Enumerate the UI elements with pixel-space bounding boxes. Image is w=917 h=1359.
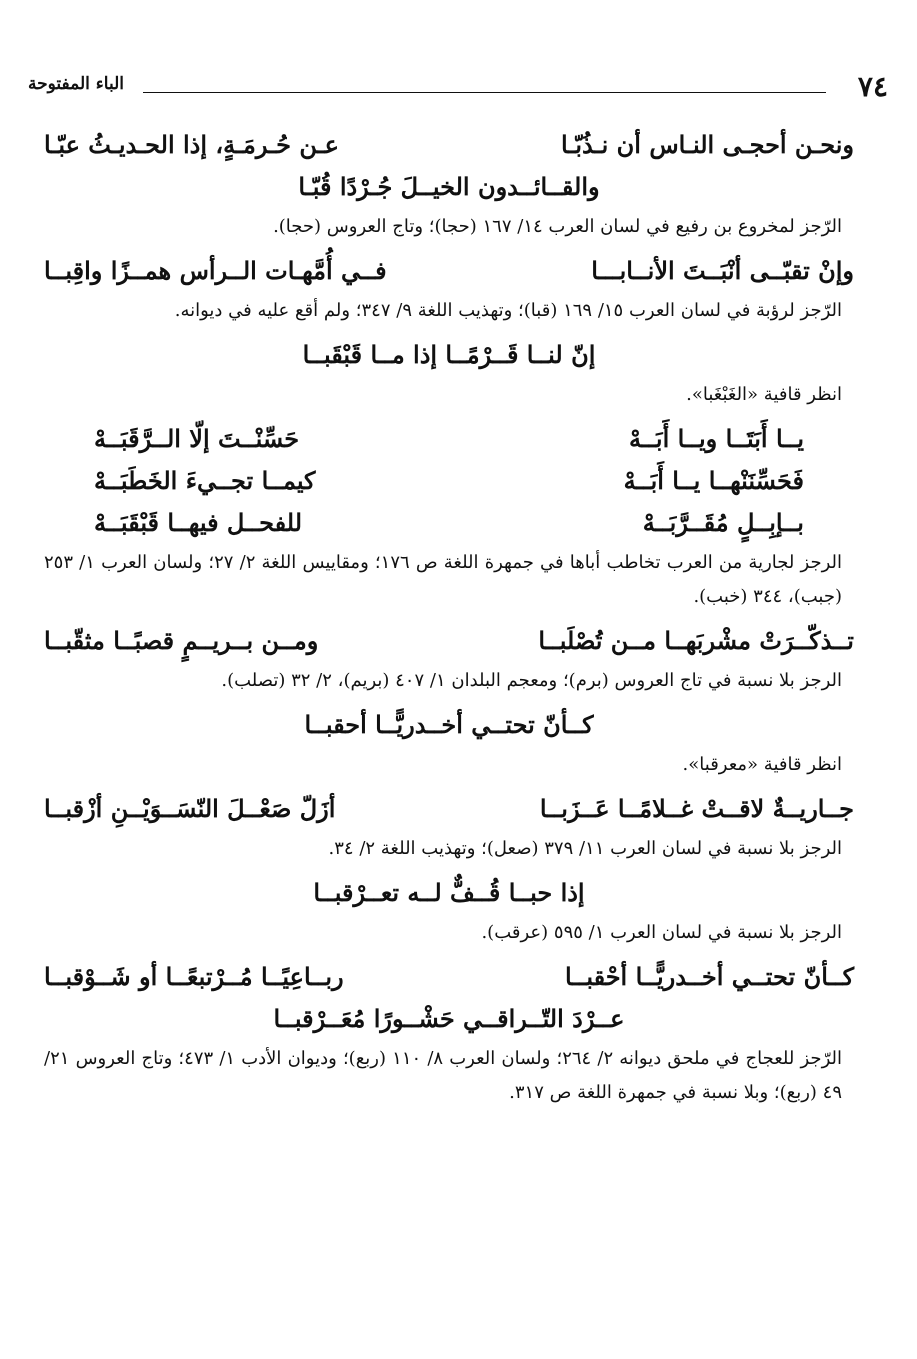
verse-second-hemistich: أزَلّ صَعْــلَ النّسَــوَيْــنِ أزْقبــا — [44, 794, 336, 823]
verse-line — [44, 418, 854, 460]
verse-text: إذا حبــا قُــفٌّ لــه تعــرْقبــا — [313, 878, 585, 907]
header-rule — [143, 92, 826, 93]
verse-first-hemistich: فَحَسِّنَنْهــا يــا أَبَــهْ — [623, 466, 804, 495]
verse-second-hemistich: ومــن بــريــمٍ قصبًــا مثقّبــا — [44, 626, 319, 655]
running-title: الباء المفتوحة — [28, 74, 124, 94]
commentary-note: الرجز لجارية من العرب تخاطب أباها في جمهرة اللغة ص ١٧٦؛ ومقاييس اللغة ٢/ ٢٧؛ ولسان العرب ١/ ٢٥٣ (جبب)، ٣٤٤ (خبب). — [44, 552, 842, 607]
verse-first-hemistich: تــذكّــرَتْ مشْربَهــا مــن تُصْلَبــا — [538, 626, 854, 655]
verse-line — [44, 502, 854, 544]
verse-second-hemistich: عـن حُـرمَـةٍ، إذا الحـديـثُ عبّـا — [44, 130, 339, 159]
verse-second-hemistich: للفحــل فيهــا قَبْقَبَــهْ — [94, 508, 303, 537]
verse-line — [44, 334, 854, 376]
verse-second-hemistich: كيمــا تجــيءَ الخَطَبَــهْ — [94, 466, 316, 495]
verse-second-hemistich: حَسِّنْــتَ إلّا الــرَّقَبَــهْ — [94, 424, 300, 453]
verse-line — [44, 166, 854, 208]
commentary-note: الرجز بلا نسبة في لسان العرب ١١/ ٣٧٩ (صعل)؛ وتهذيب اللغة ٢/ ٣٤. — [328, 838, 842, 859]
verse-line — [44, 250, 854, 292]
page-body — [44, 124, 854, 1116]
verse-line — [44, 124, 854, 166]
commentary-note: انظر قافية «معرقبا». — [682, 754, 842, 775]
verse-line — [44, 956, 854, 998]
verse-text: كــأنّ تحتــي أخــدريًّــا أحقبــا — [304, 710, 594, 739]
commentary-note: الرّجز لمخروع بن رفيع في لسان العرب ١٤/ ١٦٧ (حجا)؛ وتاج العروس (حجا). — [273, 216, 842, 237]
verse-second-hemistich: ربــاعِيًــا مُــرْتبعًــا أو شَــوْقبــا — [44, 962, 344, 991]
verse-line — [44, 998, 854, 1040]
commentary-note: الرّجز للعجاج في ملحق ديوانه ٢/ ٢٦٤؛ ولسان العرب ٨/ ١١٠ (ربع)؛ وديوان الأدب ١/ ٤٧٣؛ وتاج العروس ٢١/ ٤٩ (ربع)؛ وبلا نسبة في جمهرة اللغة ص ٣١٧. — [44, 1048, 842, 1103]
verse-text: عــرْدَ التّــراقــي حَشْــورًا مُعَــرْقبــا — [273, 1004, 625, 1033]
page-header — [28, 70, 888, 104]
verse-first-hemistich: كــأنّ تحتــي أخــدريًّــا أحْقبــا — [564, 962, 854, 991]
verse-first-hemistich: بــإبِــلٍ مُقَــرَّبَــهْ — [642, 508, 804, 537]
verse-line — [44, 460, 854, 502]
verse-text: إنّ لنــا قَــرْمًــا إذا مــا قَبْقَبــا — [302, 340, 596, 369]
verse-line — [44, 788, 854, 830]
verse-line — [44, 620, 854, 662]
commentary-note: الرجز بلا نسبة في تاج العروس (برم)؛ ومعجم البلدان ١/ ٤٠٧ (بريم)، ٢/ ٣٢ (تصلب). — [221, 670, 842, 691]
verse-line — [44, 704, 854, 746]
verse-text: والقــائــدون الخيــلَ جُـرْدًا قُبّـا — [298, 172, 600, 201]
verse-second-hemistich: فــي أُمَّهـات الــرأس همــزًا واقِبــا — [44, 256, 387, 285]
verse-first-hemistich: ونحـن أحجـى النـاس أن نـذُبّـا — [560, 130, 854, 159]
commentary-note: انظر قافية «الغَبْغَبا». — [686, 384, 842, 405]
page-number: ٧٤ — [857, 70, 888, 103]
verse-line — [44, 872, 854, 914]
commentary-note: الرّجز لرؤبة في لسان العرب ١٥/ ١٦٩ (قبا)؛ وتهذيب اللغة ٩/ ٣٤٧؛ ولم أقع عليه في ديوانه. — [174, 300, 842, 321]
verse-first-hemistich: يــا أَبَتَــا ويــا أَبَــهْ — [628, 424, 804, 453]
commentary-note: الرجز بلا نسبة في لسان العرب ١/ ٥٩٥ (عرقب). — [481, 922, 842, 943]
verse-first-hemistich: وإنْ تقبّــى أنْبَــتَ الأنــابـــا — [591, 256, 854, 285]
verse-first-hemistich: جــاريــةٌ لاقــتْ غــلامًــا عَــزَبــا — [539, 794, 854, 823]
